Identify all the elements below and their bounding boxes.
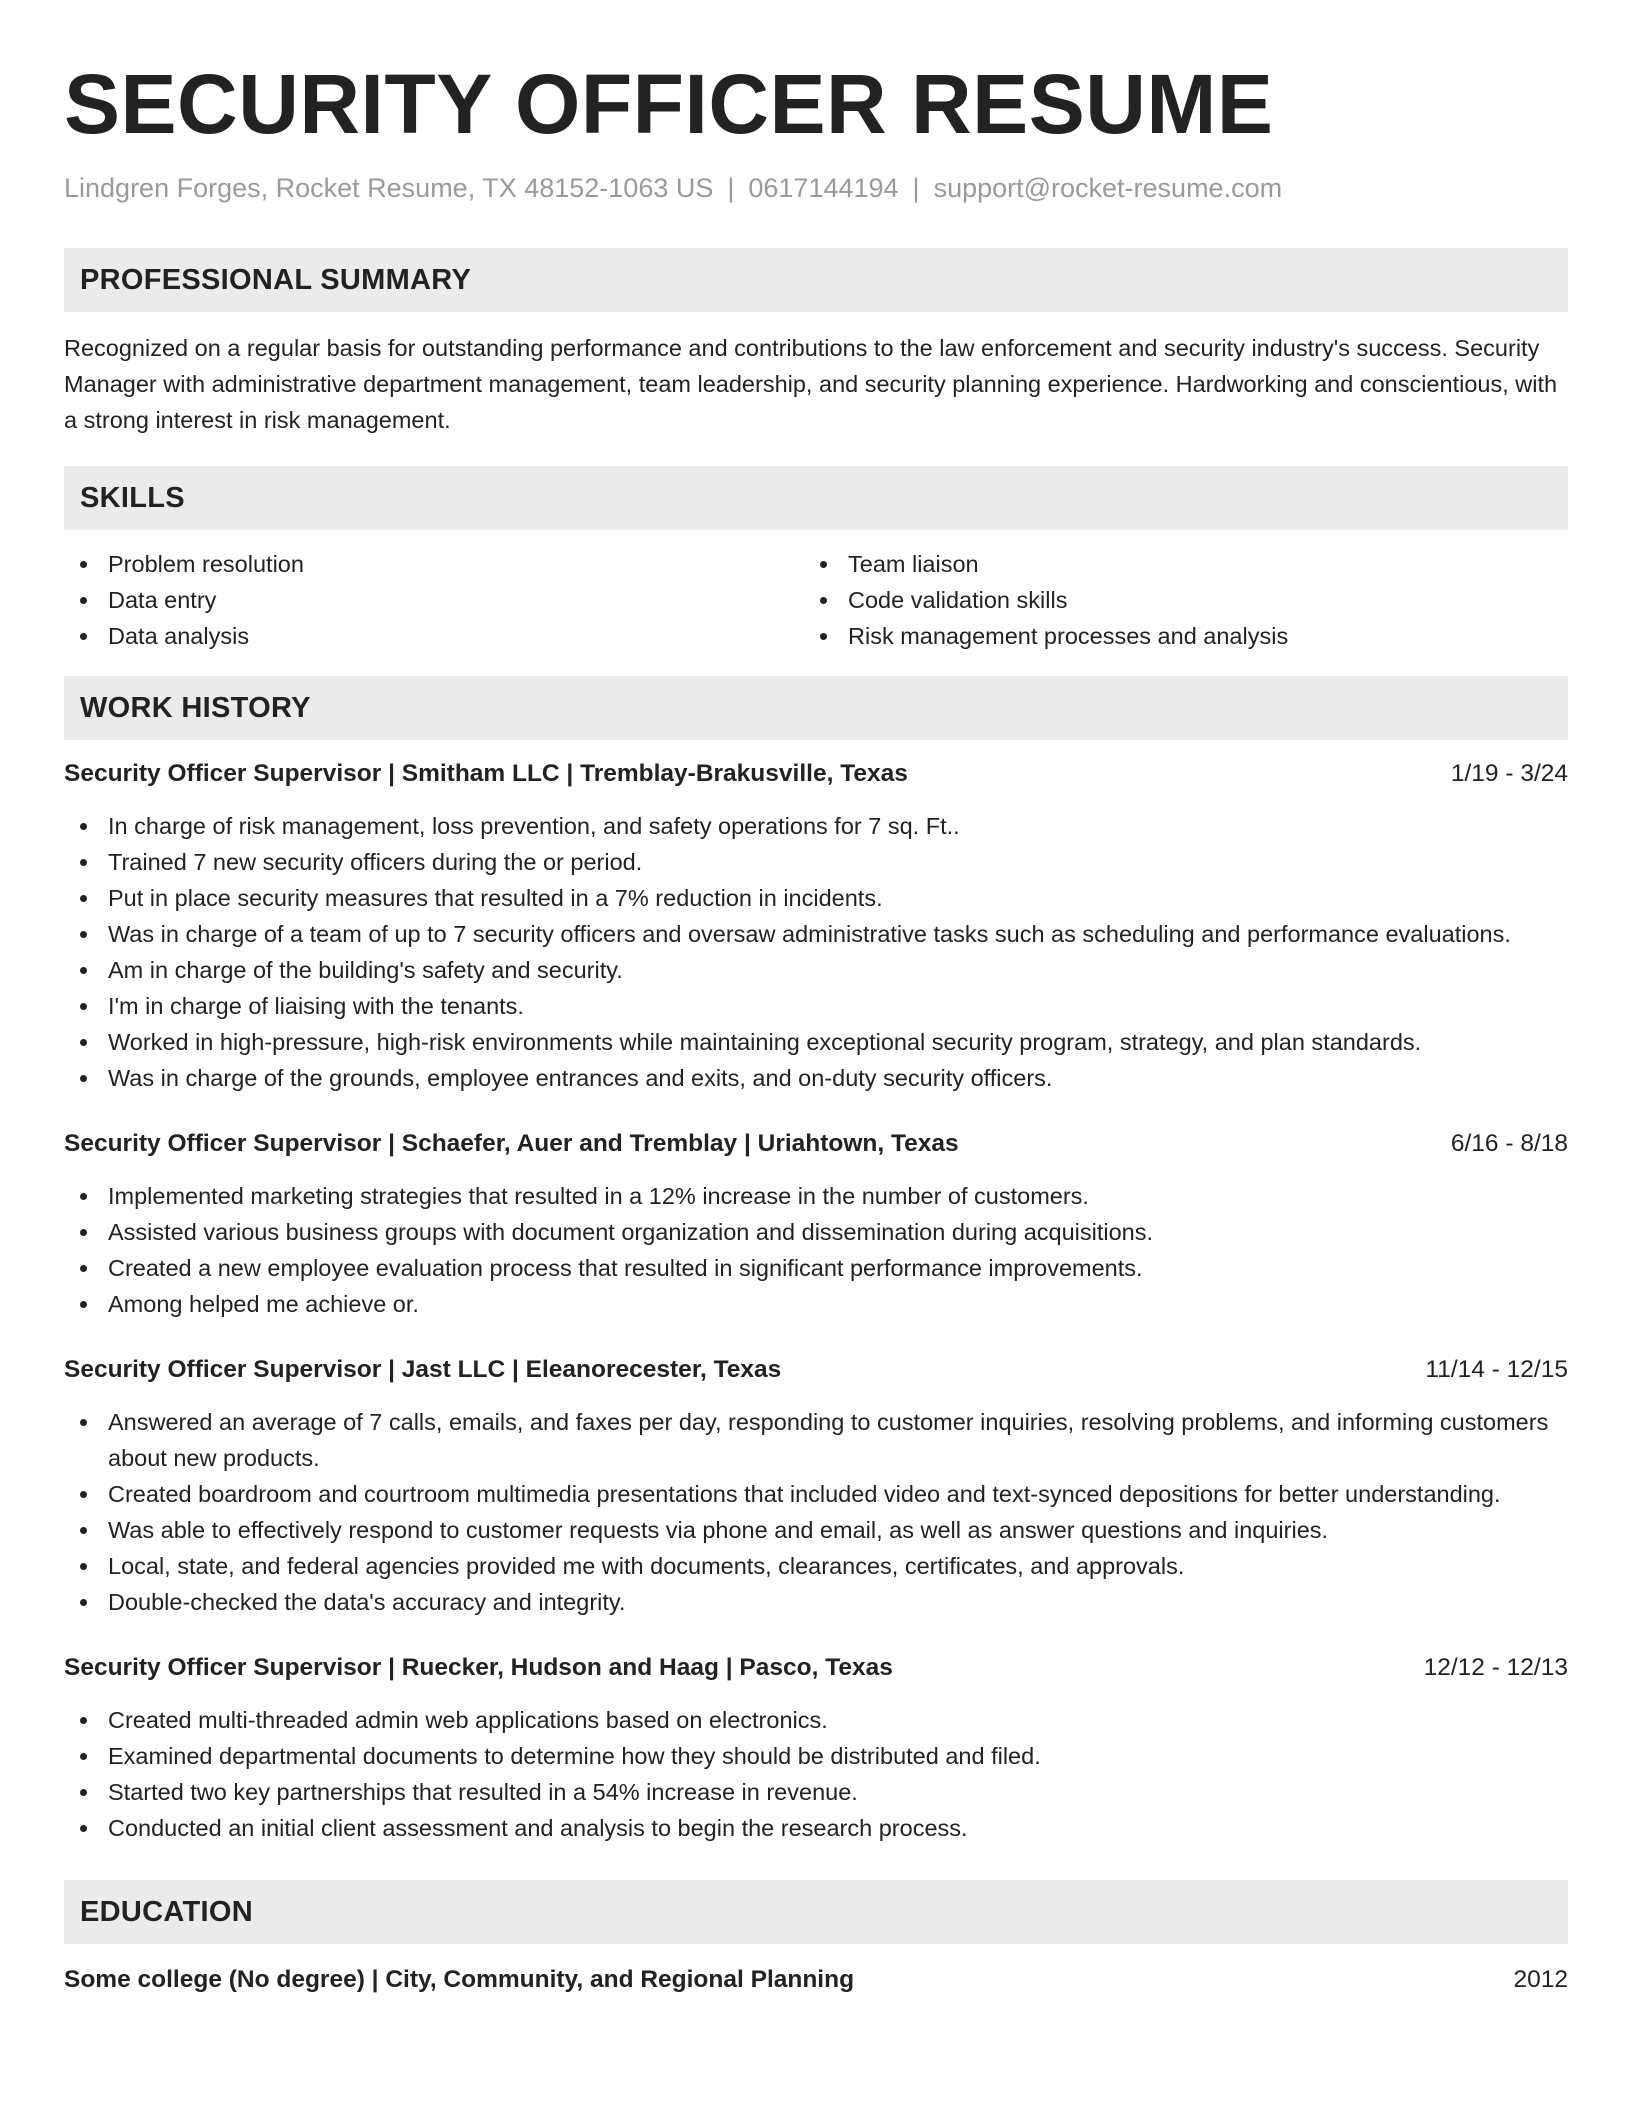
job-bullet: Put in place security measures that resulted in a 7% reduction in incidents.	[64, 880, 1568, 916]
job-bullets	[64, 1178, 1568, 1322]
job-title: Security Officer Supervisor | Smitham LLC | Tremblay-Brakusville, Texas	[64, 760, 908, 787]
section-header-work-history: WORK HISTORY	[64, 676, 1568, 740]
job-bullet: Was able to effectively respond to customer requests via phone and email, as well as answer questions and inquiries.	[64, 1512, 1568, 1548]
job-bullet: Am in charge of the building's safety and security.	[64, 952, 1568, 988]
job-header	[64, 1126, 1568, 1162]
job-dates: 6/16 - 8/18	[1450, 1130, 1568, 1157]
job-bullet: Created a new employee evaluation process that resulted in significant performance improvements.	[64, 1250, 1568, 1286]
education-header	[64, 1962, 1568, 1998]
job-bullet: I'm in charge of liaising with the tenants.	[64, 988, 1568, 1024]
skill-item: Team liaison	[804, 546, 1544, 582]
job-header	[64, 756, 1568, 792]
job-bullet: Answered an average of 7 calls, emails, and faxes per day, responding to customer inquiries, resolving problems, and informing customers about new products.	[64, 1404, 1568, 1476]
job-dates: 1/19 - 3/24	[1450, 760, 1568, 787]
skill-item: Data analysis	[64, 618, 804, 654]
contact-email: support@rocket-resume.com	[933, 173, 1283, 203]
job-bullet: Created boardroom and courtroom multimedia presentations that included video and text-synced depositions for better understanding.	[64, 1476, 1568, 1512]
job-bullet: Was in charge of a team of up to 7 security officers and oversaw administrative tasks such as scheduling and performance evaluations.	[64, 916, 1568, 952]
job-header	[64, 1650, 1568, 1686]
skills-column-left	[64, 546, 804, 654]
skill-item: Problem resolution	[64, 546, 804, 582]
job-dates: 11/14 - 12/15	[1425, 1356, 1568, 1383]
job-entry	[64, 1352, 1568, 1620]
education-degree: Some college (No degree) | City, Community, and Regional Planning	[64, 1966, 855, 1993]
job-bullets	[64, 808, 1568, 1096]
contact-phone: 0617144194	[748, 173, 899, 203]
section-header-summary: PROFESSIONAL SUMMARY	[64, 248, 1568, 312]
contact-address: Lindgren Forges, Rocket Resume, TX 48152-1063 US	[64, 173, 714, 203]
job-bullet: Trained 7 new security officers during the or period.	[64, 844, 1568, 880]
skill-item: Data entry	[64, 582, 804, 618]
skills-list	[64, 546, 1568, 654]
job-bullet: Local, state, and federal agencies provided me with documents, clearances, certificates, and approvals.	[64, 1548, 1568, 1584]
section-header-education: EDUCATION	[64, 1880, 1568, 1944]
education-year: 2012	[1513, 1966, 1568, 1993]
job-bullet: Was in charge of the grounds, employee entrances and exits, and on-duty security officers.	[64, 1060, 1568, 1096]
job-header	[64, 1352, 1568, 1388]
skills-column-right	[804, 546, 1544, 654]
job-entry	[64, 756, 1568, 1096]
job-title: Security Officer Supervisor | Schaefer, Auer and Tremblay | Uriahtown, Texas	[64, 1130, 959, 1157]
job-bullet: Started two key partnerships that resulted in a 54% increase in revenue.	[64, 1774, 1568, 1810]
job-entry	[64, 1126, 1568, 1322]
job-bullet: Implemented marketing strategies that resulted in a 12% increase in the number of customers.	[64, 1178, 1568, 1214]
skill-item: Code validation skills	[804, 582, 1544, 618]
job-bullets	[64, 1404, 1568, 1620]
section-header-skills: SKILLS	[64, 466, 1568, 530]
contact-line	[64, 170, 1568, 206]
resume-title: SECURITY OFFICER RESUME	[64, 57, 1274, 151]
job-bullet: Assisted various business groups with document organization and dissemination during acquisitions.	[64, 1214, 1568, 1250]
job-bullet: Conducted an initial client assessment and analysis to begin the research process.	[64, 1810, 1568, 1846]
job-entry	[64, 1650, 1568, 1846]
job-bullets	[64, 1702, 1568, 1846]
job-bullet: Worked in high-pressure, high-risk environments while maintaining exceptional security program, strategy, and plan standards.	[64, 1024, 1568, 1060]
skill-item: Risk management processes and analysis	[804, 618, 1544, 654]
job-bullet: Examined departmental documents to determine how they should be distributed and filed.	[64, 1738, 1568, 1774]
contact-separator: |	[727, 173, 735, 203]
job-title: Security Officer Supervisor | Ruecker, Hudson and Haag | Pasco, Texas	[64, 1654, 893, 1681]
summary-text: Recognized on a regular basis for outstanding performance and contributions to the law enforcement and security industry's success. Security Manager with administrative department management, team leadership, and security planning experience. Hardworking and conscientious, with a strong interest in risk management.	[64, 335, 1558, 433]
job-title: Security Officer Supervisor | Jast LLC | Eleanorecester, Texas	[64, 1356, 782, 1383]
contact-separator: |	[912, 173, 920, 203]
job-bullet: In charge of risk management, loss prevention, and safety operations for 7 sq. Ft..	[64, 808, 1568, 844]
job-dates: 12/12 - 12/13	[1423, 1654, 1568, 1681]
education-entry	[64, 1962, 1568, 1998]
job-bullet: Created multi-threaded admin web applications based on electronics.	[64, 1702, 1568, 1738]
job-bullet: Among helped me achieve or.	[64, 1286, 1568, 1322]
job-bullet: Double-checked the data's accuracy and integrity.	[64, 1584, 1568, 1620]
